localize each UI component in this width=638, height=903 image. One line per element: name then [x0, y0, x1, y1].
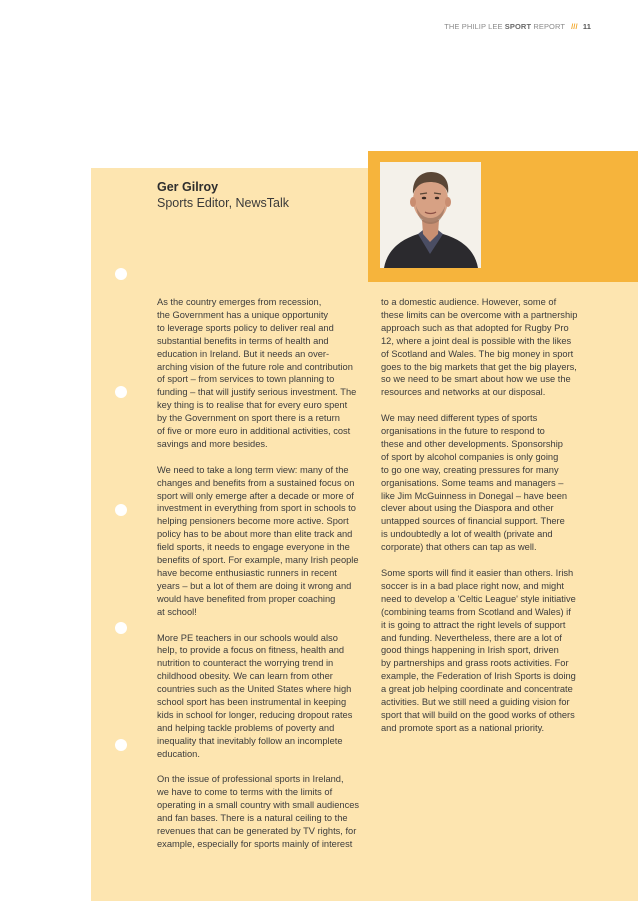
margin-dot: [115, 622, 127, 634]
header-highlight: SPORT: [504, 22, 532, 31]
margin-dot: [115, 504, 127, 516]
header-separator: ///: [571, 22, 578, 31]
margin-dot: [115, 386, 127, 398]
header-suffix: REPORT: [533, 22, 565, 31]
paragraph: We need to take a long term view: many of the changes and benefits from a sustained focus on sport will only emerge after a decade or more of investment in everything from sport in schools to helping pensioners become more active. Sport policy has to be about more than elite track and field sports, it needs to engage everyone in the benefits of sport. For example, many Irish people have become enthusiastic runners in recent years – but a lot of them are doing it wrong and would have benefited from proper coaching at school!: [157, 464, 359, 617]
left-text-column: [157, 296, 379, 864]
running-header: [444, 22, 591, 31]
page-number: 11: [582, 22, 591, 31]
paragraph: to a domestic audience. However, some of these limits can be overcome with a partnership approach such as that adopted for Rugby Pro 12, where a joint deal is possible with the likes of Scotland and Wales. The big money in sport goes to the big markets that get the big players, so we need to be smart about how we use the resources and networks at our disposal.: [381, 297, 578, 398]
paragraph: More PE teachers in our schools would also help, to provide a focus on fitness, health and nutrition to counteract the worrying trend in childhood obesity. We can learn from other countries such as the United States where high school sport has been instrumental in keeping kids in school for longer, reducing dropout rates and helping tackle problems of poverty and inequality that inevitably follow an incomplete education.: [157, 632, 353, 759]
portrait-icon: [380, 162, 481, 268]
header-prefix: THE PHILIP LEE: [444, 22, 503, 31]
profile-name: Ger Gilroy: [157, 180, 219, 194]
portrait-photo: [380, 162, 481, 268]
right-text-column: [381, 296, 603, 748]
margin-dot: [115, 739, 127, 751]
paragraph: As the country emerges from recession, the Government has a unique opportunity to leverage sports policy to deliver real and substantial benefits in terms of health and education in Ireland. But it needs an over- arching vision of the future role and contribution of sport – from services to town planning to funding – that will justify serious investment. The key thing is to realise that for every euro spent by the Government on sport there is a return of five or more euro in additional activities, cost savings and more besides.: [157, 297, 357, 449]
profile-role: Sports Editor, NewsTalk: [157, 196, 289, 210]
paragraph: We may need different types of sports organisations in the future to respond to these and other developments. Sponsorship of sport by alcohol companies is only going to go one way, creating pressures for many organisations. Some teams and managers – like Jim McGuinness in Donegal – have been clever about using the Diaspora and other untapped sources of financial support. There is undoubtedly a lot of wealth (private and corporate) that others can tap as well.: [381, 413, 568, 553]
paragraph: On the issue of professional sports in Ireland, we have to come to terms with the limits of operating in a small country with small audiences and fan bases. There is a natural ceiling to the revenues that can be generated by TV rights, for example, especially for sports mainly of interest: [157, 774, 360, 850]
paragraph: Some sports will find it easier than others. Irish soccer is in a bad place right now, and might need to develop a 'Celtic League' style initiative (combining teams from Scotland and Wales) if it is going to attract the right levels of support and funding. Nevertheless, there are a lot of good things happening in Irish sport, driven by partnerships and grass roots activities. For example, the Federation of Irish Sports is doing a great job helping coordinate and concentrate activities. But we still need a guiding vision for sport that will build on the good works of others and promote sport as a national priority.: [381, 568, 576, 733]
margin-dot: [115, 268, 127, 280]
